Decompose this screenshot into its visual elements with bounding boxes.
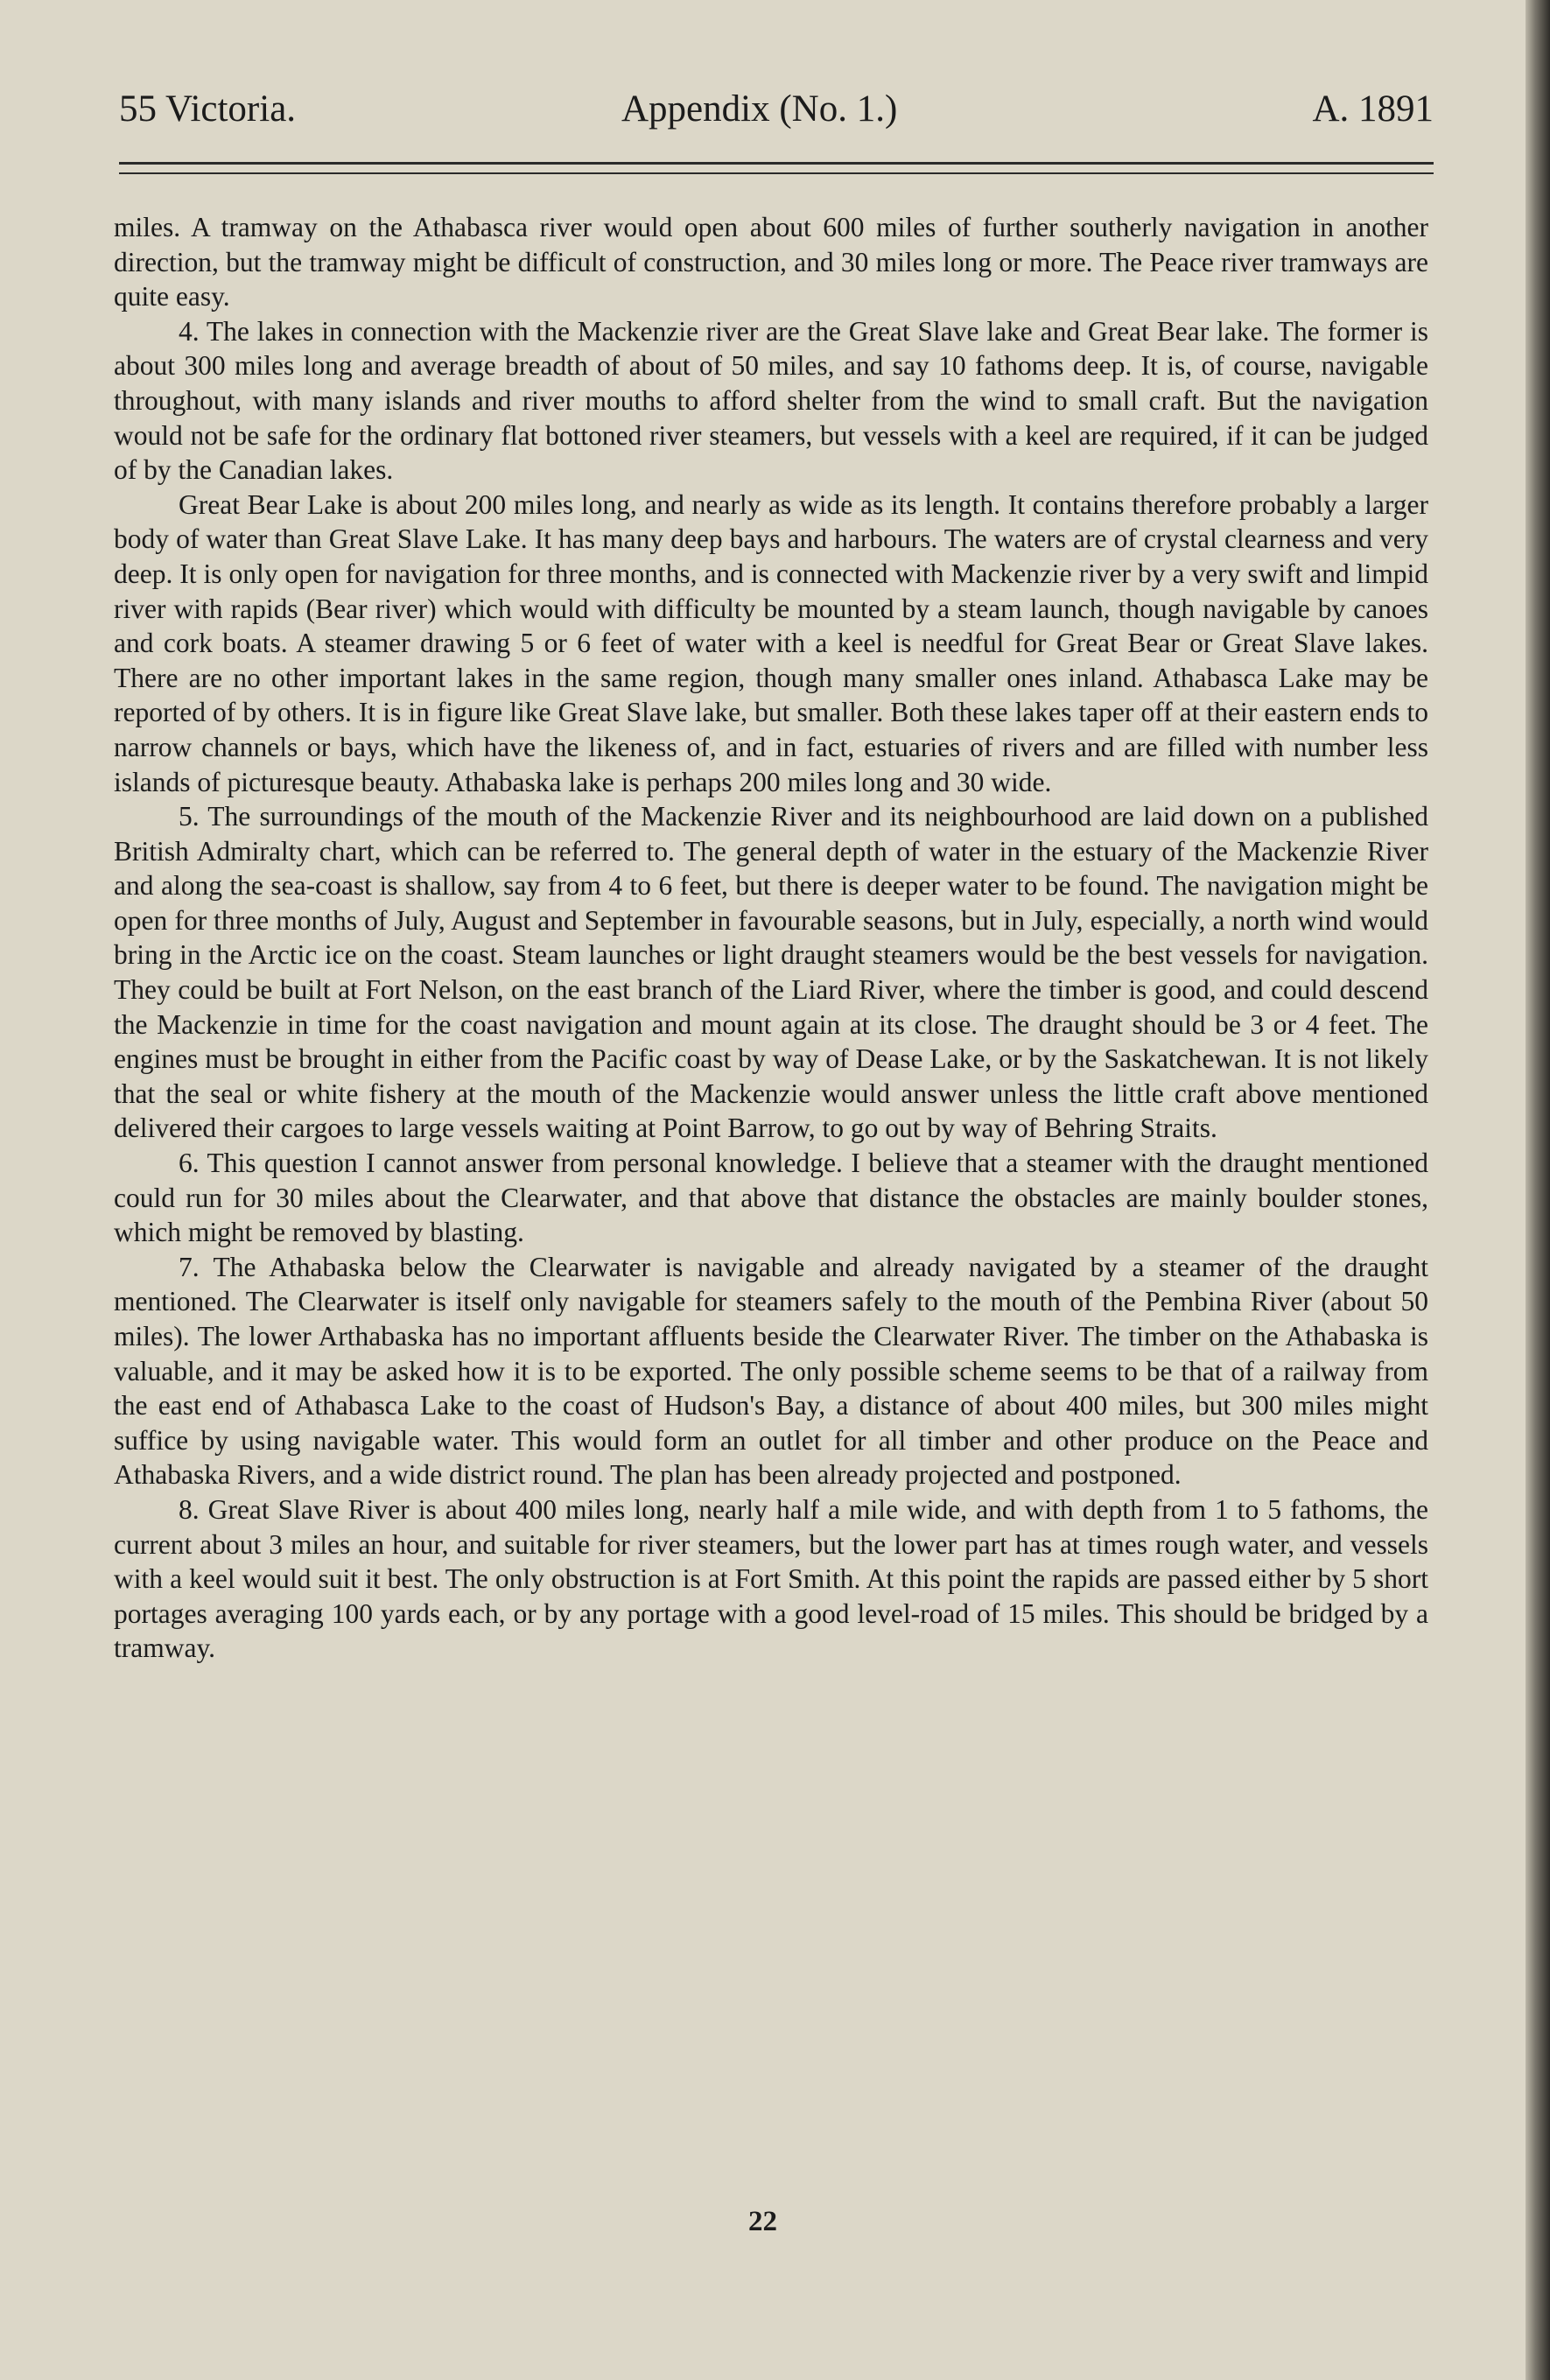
header-rule-top	[119, 162, 1434, 165]
paragraph-7-athabaska: 7. The Athabaska below the Clearwater is navigable and already navigated by a steamer of the draught mentioned. The Clearwater is itself only navigable for steamers safely to the mouth of the Pembina River (about 50 miles). The lower Arthabaska has no important affluents beside the Clearwater River. The timber on the Athabaska is valuable, and it may be asked how it is to be exported. The only possible scheme seems to be that of a railway from the east end of Athabasca Lake to the coast of Hudson's Bay, a distance of about 400 miles, but 300 miles might suffice by using navigable water. This would form an outlet for all timber and other produce on the Peace and Athabaska Rivers, and a wide district round. The plan has been already projected and postponed.	[114, 1251, 1428, 1491]
header-year: A. 1891	[1312, 88, 1434, 130]
paragraph-6-clearwater: 6. This question I cannot answer from personal knowledge. I believe that a steamer with the draught mentioned could run for 30 miles about the Clearwater, and that above that distance the obstacles are mainly boulder stones, which might be removed by blasting.	[114, 1148, 1428, 1248]
paragraph-8-great-slave-river: 8. Great Slave River is about 400 miles long, nearly half a mile wide, and with depth from 1 to 5 fathoms, the current about 3 miles an hour, and suitable for river steamers, but the lower part has at times rough water, and vessels with a keel would suit it best. The only obstruction is at Fort Smith. At this point the rapids are passed either by 5 short portages averaging 100 yards each, or by any portage with a good level-road of 15 miles. This should be bridged by a tramway.	[114, 1493, 1428, 1664]
body-text	[114, 210, 1428, 1666]
header-session: 55 Victoria.	[119, 88, 297, 130]
header-appendix: Appendix (No. 1.)	[621, 88, 898, 130]
paragraph-great-bear-lake: Great Bear Lake is about 200 miles long, and nearly as wide as its length. It contains therefore probably a larger body of water than Great Slave Lake. It has many deep bays and harbours. The waters are of crystal clearness and very deep. It is only open for navigation for three months, and is connected with Mackenzie river by a very swift and limpid river with rapids (Bear river) which would with difficulty be mounted by a steam launch, though navigable by canoes and cork boats. A steamer drawing 5 or 6 feet of water with a keel is needful for Great Bear or Great Slave lakes. There are no other important lakes in the same region, though many smaller ones inland. Athabasca Lake may be reported of by others. It is in figure like Great Slave lake, but smaller. Both these lakes taper off at their eastern ends to narrow channels or bays, which have the likeness of, and in fact, estuaries of rivers and are filled with number less islands of picturesque beauty. Athabaska lake is perhaps 200 miles long and 30 wide.	[114, 488, 1428, 797]
paragraph-5-mackenzie-mouth: 5. The surroundings of the mouth of the Mackenzie River and its neighbourhood are laid down on a published British Admiralty chart, which can be referred to. The general depth of water in the estuary of the Mackenzie River and along the sea-coast is shallow, say from 4 to 6 feet, but there is deeper water to be found. The navigation might be open for three months of July, August and September in favourable seasons, but in July, especially, a north wind would bring in the Arctic ice on the coast. Steam launches or light draught steamers would be the best vessels for navigation. They could be built at Fort Nelson, on the east branch of the Liard River, where the timber is good, and could descend the Mackenzie in time for the coast navigation and mount again at its close. The draught should be 3 or 4 feet. The engines must be brought in either from the Pacific coast by way of Dease Lake, or by the Saskatchewan. It is not likely that the seal or white fishery at the mouth of the Mackenzie would answer unless the little craft above mentioned delivered their cargoes to large vessels waiting at Point Barrow, to go out by way of Behring Straits.	[114, 801, 1428, 1144]
header-rule-bottom	[119, 172, 1434, 174]
scan-edge	[1525, 0, 1550, 2380]
running-header	[119, 88, 1434, 140]
paragraph-4-lakes: 4. The lakes in connection with the Mackenzie river are the Great Slave lake and Great Bear lake. The former is about 300 miles long and average breadth of about of 50 miles, and say 10 fathoms deep. It is, of course, navigable throughout, with many islands and river mouths to afford shelter from the wind to small craft. But the navigation would not be safe for the ordinary flat bottoned river steamers, but vessels with a keel are required, if it can be judged of by the Canadian lakes.	[114, 315, 1428, 486]
page-number: 22	[748, 2206, 777, 2237]
paragraph-continuation: miles. A tramway on the Athabasca river would open about 600 miles of further southerly navigation in another direction, but the tramway might be difficult of construction, and 30 miles long or more. The Peace river tramways are quite easy.	[114, 212, 1428, 312]
